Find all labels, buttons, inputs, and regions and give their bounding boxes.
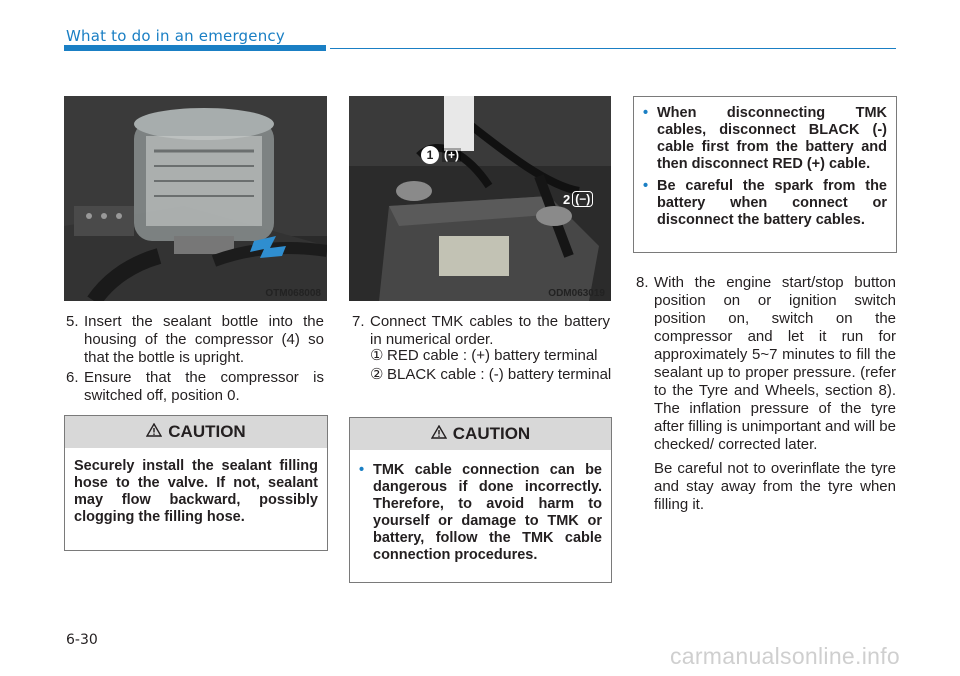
header-rule-thin [330, 48, 896, 49]
step-6-number: 6. [66, 369, 79, 386]
label-2-sign: (−) [572, 191, 593, 207]
figure-code: ODM063019 [548, 288, 605, 299]
info-bullet-1-text: When disconnecting TMK cables, disconnect BLACK (-) cable first from the battery and then disconnect RED (+) cable. [657, 105, 887, 172]
caution-title: CAUTION [168, 422, 246, 441]
caution-header [350, 418, 611, 450]
caution-text: Securely install the sealant filling hose to the valve. If not, sealant may flow backward, possibly clogging the filling hose. [74, 458, 318, 525]
step-6-text: Ensure that the compressor is switched off, position 0. [84, 369, 324, 404]
step-5-text: Insert the sealant bottle into the housing of the compressor (4) so that the bottle is upright. [84, 313, 324, 366]
step-7-text: Connect TMK cables to the battery in numerical order. [370, 313, 610, 348]
caution-box-left [64, 415, 328, 551]
section-title: What to do in an emergency [66, 27, 285, 45]
step-6 [66, 369, 324, 405]
label-1-sign: (+) [444, 148, 459, 162]
watermark: carmanualsonline.info [669, 643, 900, 669]
sub-1-text: RED cable : (+) battery terminal [387, 347, 598, 364]
step-8-text: With the engine start/stop button position on or ignition switch position on, switch on the compressor and let it run for approximately 5~7 minutes to fill the sealant up to proper pressure. (refer to the Tyre and Wheels, section 8). The inflation pressure of the tyre after filling is unimportant and will be checked/ corrected later. [654, 274, 896, 453]
step-8-number: 8. [636, 274, 649, 291]
label-1-circle: 1 [421, 146, 439, 164]
sub-1-marker: ① [370, 347, 384, 364]
warning-triangle-icon [146, 422, 162, 442]
info-bullet-2 [643, 178, 887, 229]
info-box-right [633, 96, 897, 253]
info-bullet-1 [643, 105, 887, 173]
step-5-number: 5. [66, 313, 79, 330]
sub-2-text: BLACK cable : (-) battery terminal [387, 366, 612, 383]
caution-title: CAUTION [452, 424, 531, 443]
figure-code: OTM068008 [265, 288, 321, 299]
step-7-number: 7. [352, 313, 365, 330]
compressor-photo [64, 96, 327, 301]
bullet-dot-icon: • [643, 105, 649, 121]
bullet-dot-icon: • [643, 178, 649, 194]
step-5 [66, 313, 324, 367]
label-2-number: 2 [563, 191, 571, 207]
step-8 [636, 274, 896, 514]
caution-header [65, 416, 327, 448]
step-8-text-2: Be careful not to overinflate the tyre and stay away from the tyre when filling it. [654, 460, 896, 513]
step-7 [352, 313, 610, 349]
caution-body [350, 450, 611, 564]
step-7-sub-1 [370, 347, 615, 365]
caution-bullet-text: TMK cable connection can be dangerous if done incorrectly. Therefore, to avoid harm to yourself or damage to TMK or battery, follow the TMK cable connection procedures. [373, 462, 602, 563]
battery-label-2 [563, 191, 593, 207]
bullet-dot-icon: • [359, 462, 365, 478]
caution-bullet [359, 462, 602, 564]
info-bullet-2-text: Be careful the spark from the battery when connect or disconnect the battery cables. [657, 178, 887, 228]
step-7-sub-2 [370, 366, 615, 384]
sub-2-marker: ② [370, 366, 384, 383]
page-number: 6-30 [66, 632, 98, 648]
warning-triangle-icon [431, 424, 447, 444]
battery-photo [349, 96, 611, 301]
header-rule-thick [64, 45, 326, 51]
battery-label-1 [421, 146, 461, 164]
compressor-illustration [64, 96, 327, 301]
caution-box-middle [349, 417, 612, 583]
